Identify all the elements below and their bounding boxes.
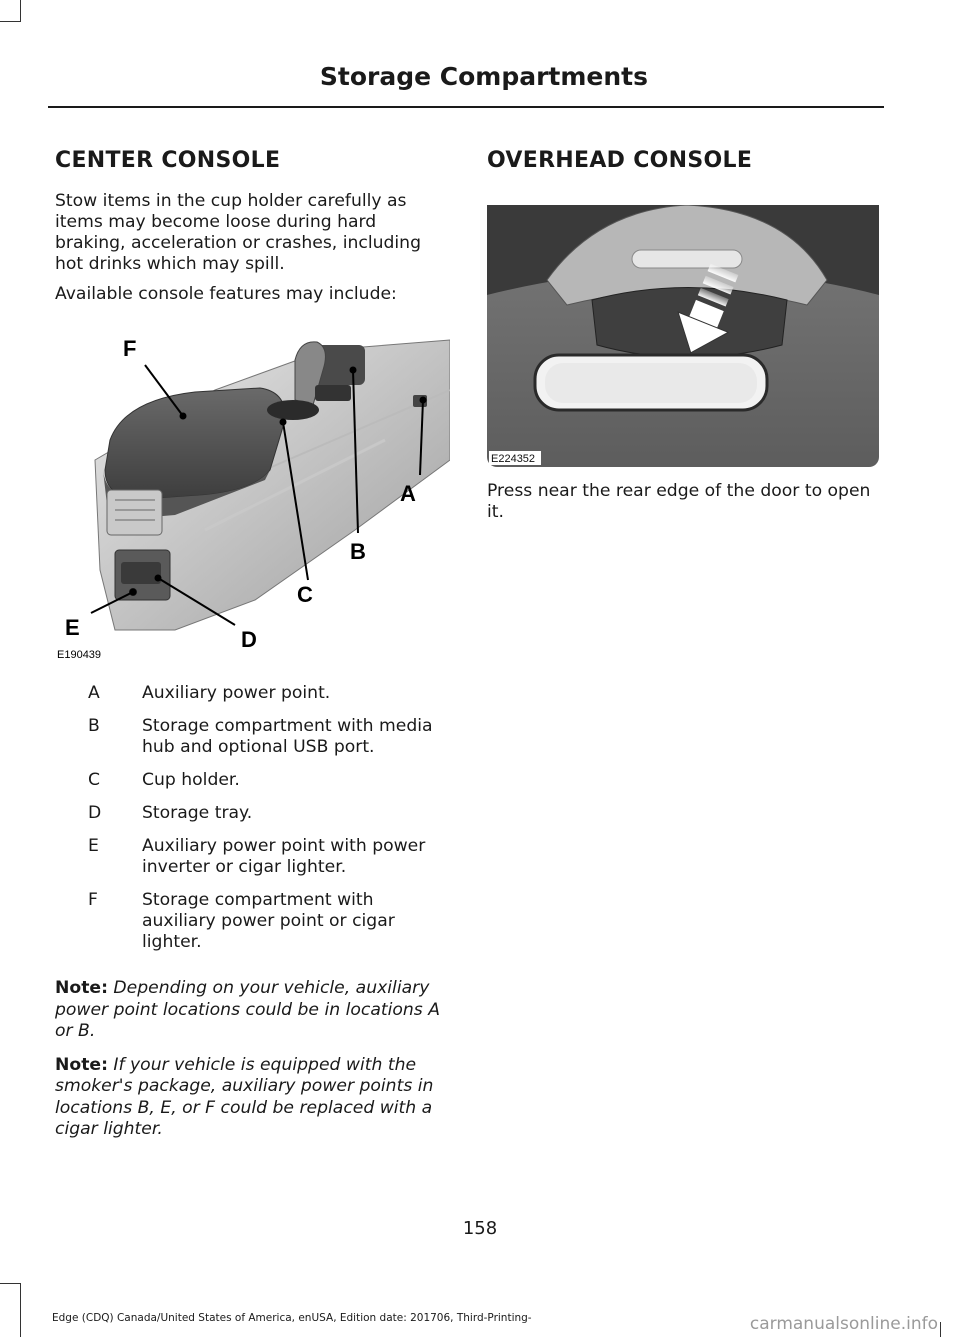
legend-row: [55, 716, 450, 758]
callout-b: B: [350, 539, 366, 564]
header-divider: [48, 106, 884, 108]
center-console-section: [55, 148, 450, 305]
center-console-intro: Stow items in the cup holder carefully as items may become loose during hard braking, acceleration or crashes, including hot drinks which may spill.: [55, 191, 421, 274]
legend-text: Storage compartment with media hub and optional USB port.: [142, 716, 433, 757]
legend-key: F: [88, 890, 98, 910]
figure-id-left: E190439: [57, 649, 102, 660]
callout-c: C: [297, 582, 313, 607]
overhead-instruction-block: [487, 481, 882, 523]
crop-mark-top-left-h: [0, 21, 20, 22]
crop-mark-bottom-right-v: [940, 1322, 941, 1337]
legend-text: Cup holder.: [142, 770, 240, 790]
center-console-figure: [55, 330, 450, 660]
legend-row: [55, 770, 450, 791]
overhead-console-instruction: Press near the rear edge of the door to open it.: [487, 481, 871, 522]
legend-key: B: [88, 716, 100, 736]
note-text: If your vehicle is equipped with the smoker's package, auxiliary power points in locations B, E, or F could be replaced with a cigar lighter.: [55, 1054, 434, 1139]
legend-key: A: [88, 683, 100, 703]
note-label: Note:: [55, 1054, 108, 1075]
note-1: [55, 978, 450, 1043]
feature-legend: [55, 683, 450, 965]
page-header-title: Storage Compartments: [319, 62, 648, 91]
legend-row: [55, 890, 450, 953]
legend-row: [55, 683, 450, 704]
note-label: Note:: [55, 978, 108, 998]
page-number: 158: [462, 1218, 498, 1239]
legend-text: Auxiliary power point.: [142, 683, 331, 703]
center-console-illustration: [55, 330, 450, 660]
center-console-features-intro: Available console features may include:: [55, 284, 397, 304]
note-text: Depending on your vehicle, auxiliary power point locations could be in locations A or B.: [55, 978, 440, 1041]
legend-text: Auxiliary power point with power inverter or cigar lighter.: [142, 836, 426, 877]
overhead-console-figure: [487, 205, 879, 467]
legend-key: E: [88, 836, 99, 856]
notes: [55, 978, 450, 1153]
callout-e: E: [65, 615, 80, 640]
legend-key: D: [88, 803, 102, 823]
callout-f: F: [123, 336, 137, 361]
legend-text: Storage compartment with auxiliary power point or cigar lighter.: [142, 890, 395, 952]
watermark: carmanualsonline.info: [749, 1314, 938, 1334]
overhead-console-section: [487, 148, 882, 173]
legend-row: [55, 836, 450, 878]
overhead-console-illustration: [487, 205, 879, 467]
note-2: [55, 1055, 450, 1141]
crop-mark-bottom-left-v: [20, 1283, 21, 1337]
legend-text: Storage tray.: [142, 803, 253, 823]
crop-mark-bottom-left-h: [0, 1283, 20, 1284]
center-console-heading: CENTER CONSOLE: [55, 148, 281, 173]
figure-id-right: E224352: [491, 453, 536, 465]
callout-a: A: [400, 481, 416, 506]
overhead-console-heading: OVERHEAD CONSOLE: [487, 148, 753, 173]
page-footer: Edge (CDQ) Canada/United States of America, enUSA, Edition date: 201706, Third-Printing-: [52, 1312, 532, 1324]
legend-key: C: [88, 770, 101, 790]
legend-row: [55, 803, 450, 824]
crop-mark-top-left-v: [20, 0, 21, 22]
callout-d: D: [241, 627, 257, 652]
